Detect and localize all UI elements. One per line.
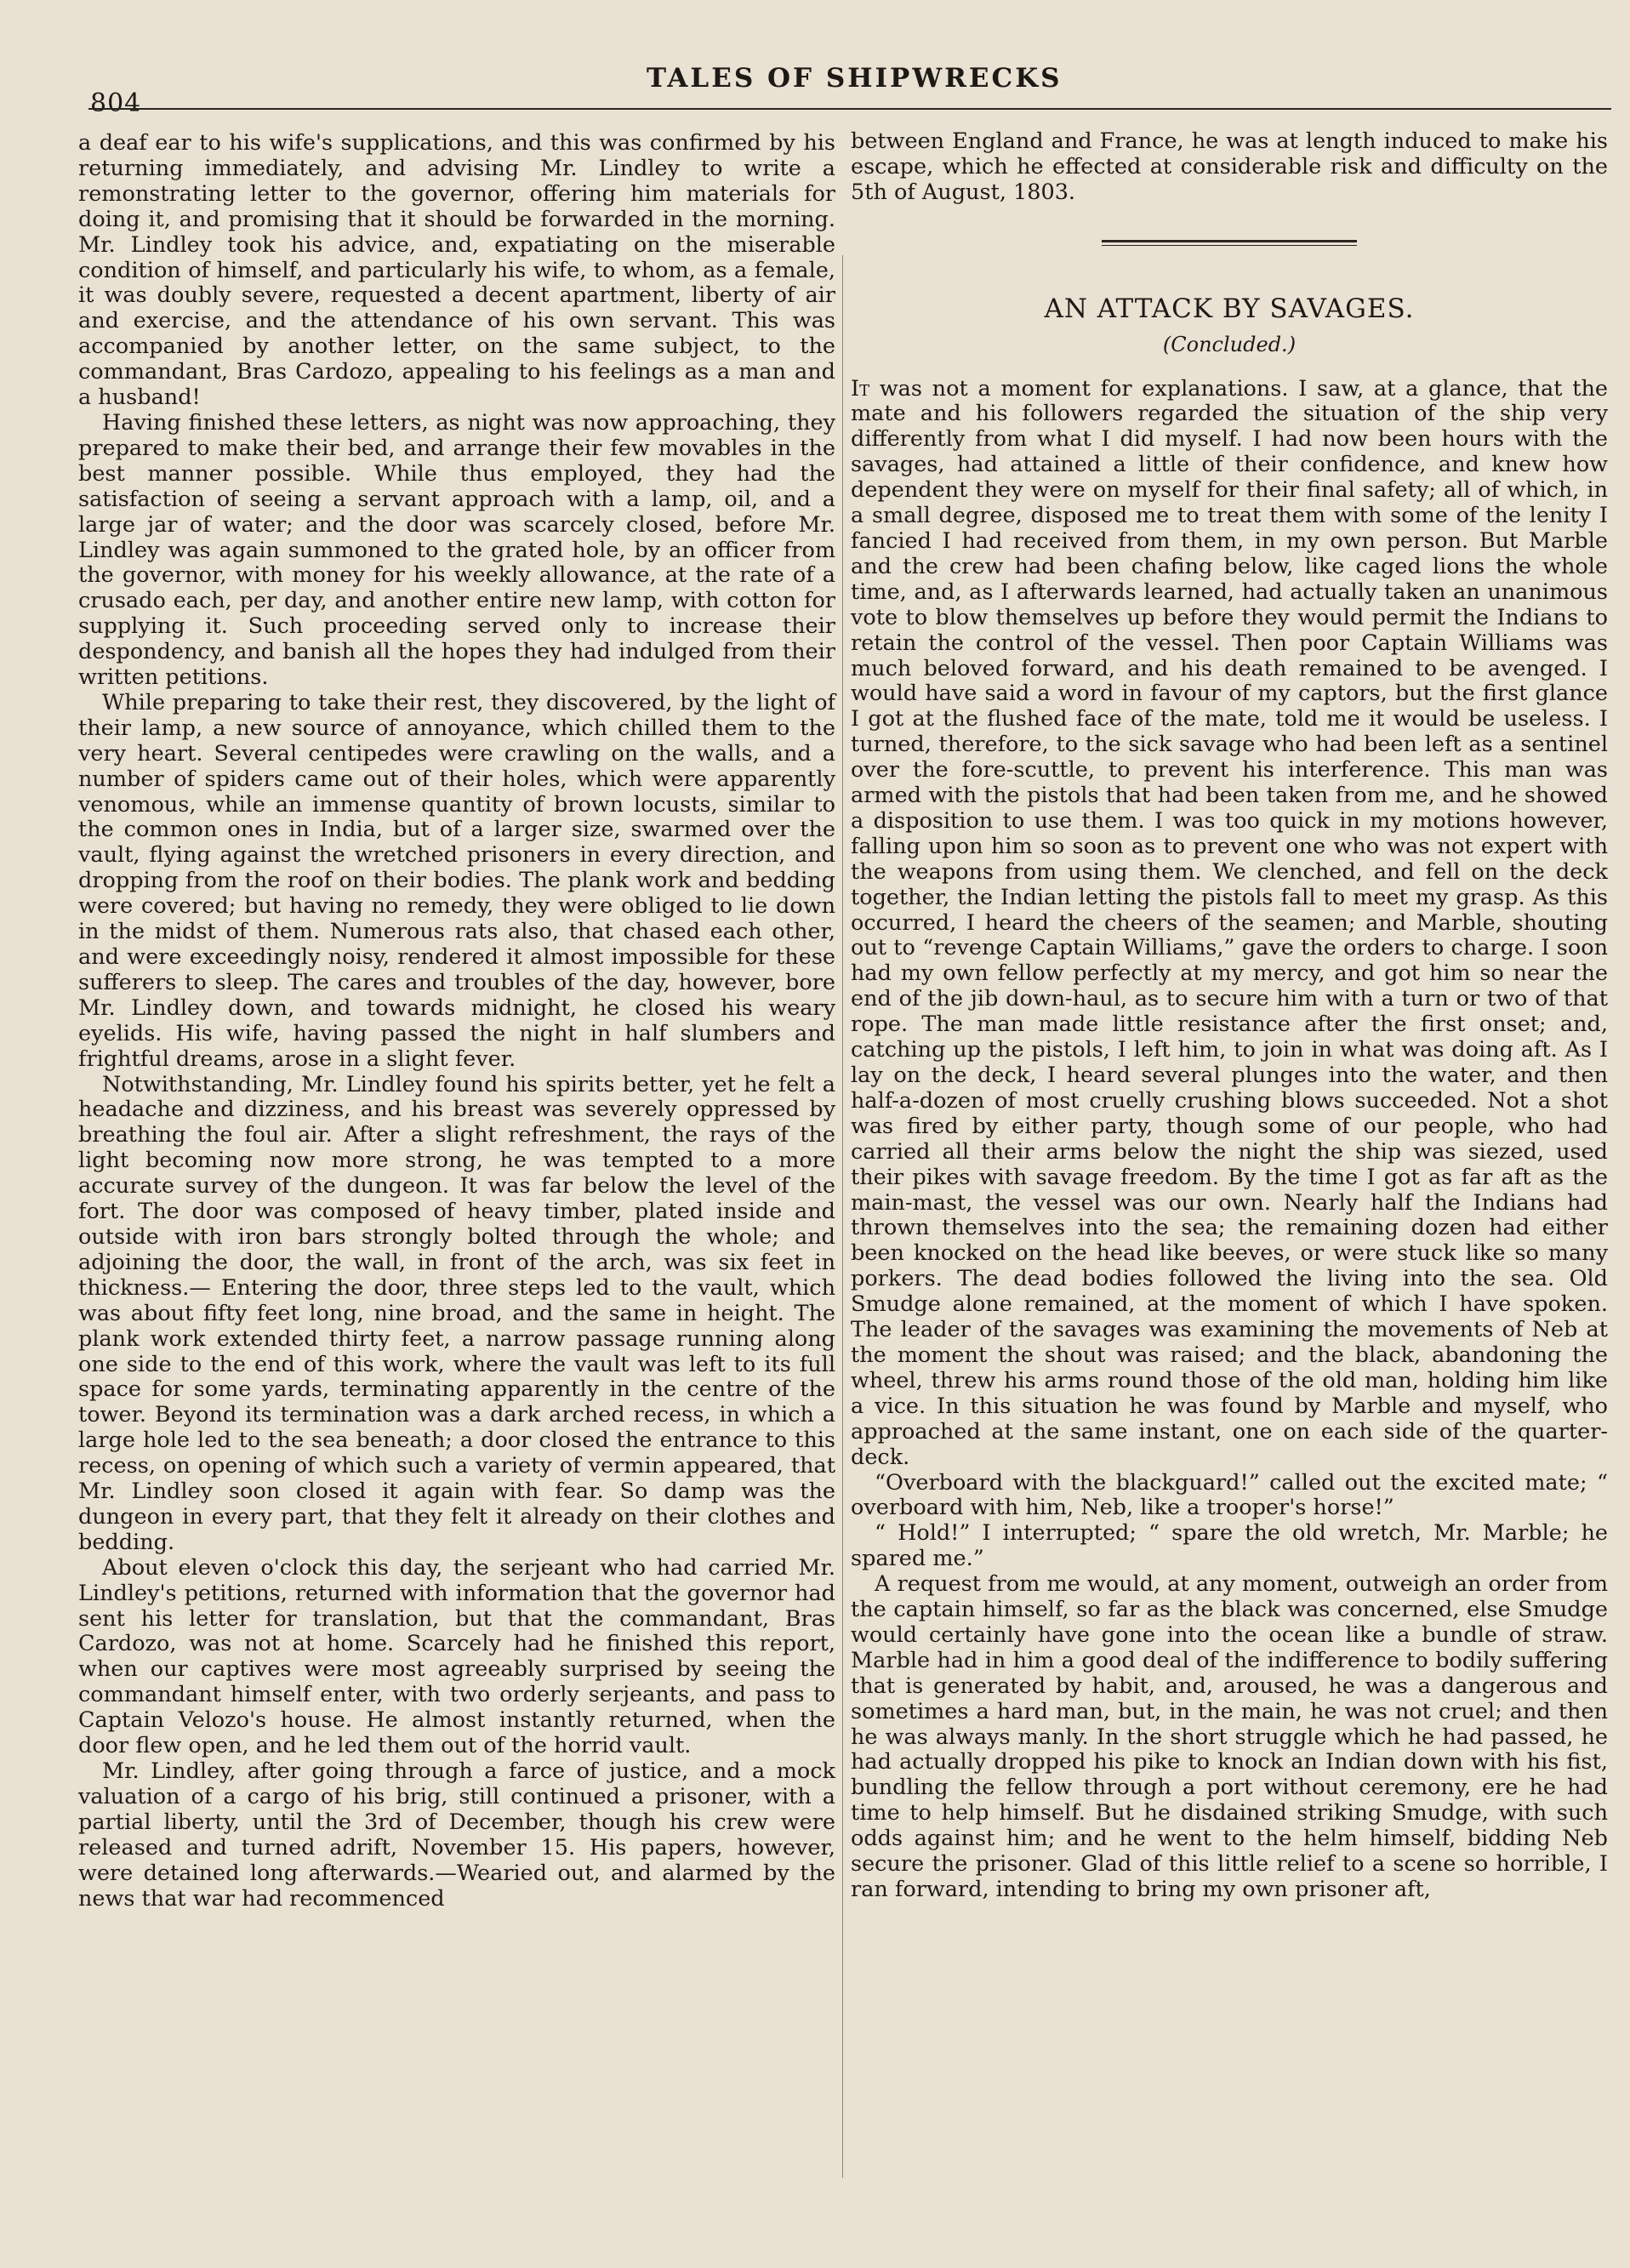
paragraph [851, 377, 1608, 1471]
paragraph: Having finished these letters, as night was now approaching, they prepared to make their bed, and arrange their few movables in the best manner possible. While thus employed, they had the satisfaction of seeing a servant approach with a lamp, oil, and a large jar of water; and the door was scarcely closed, before Mr. Lindley was again summoned to the grated hole, by an officer from the governor, with money for his weekly allowance, at the rate of a crusado each, per day, and another entire new lamp, with cotton for supplying it. Such proceeding served only to increase their despondency, and banish all the hopes they had indulged from their written petitions. [78, 409, 835, 691]
paragraph: Mr. Lindley, after going through a farce of justice, and a mock valuation of a cargo of his brig, still continued a prisoner, with a partial liberty, until the 3rd of December, though his crew were released and turned adrift, November 15. His papers, however, were detained long afterwards.—Wearied out, and alarmed by the news that war had recommenced [78, 1758, 835, 1912]
paragraph: “ Hold!” I interrupted; “ spare the old wretch, Mr. Marble; he spared me.” [851, 1520, 1608, 1572]
paragraph: a deaf ear to his wife's supplications, and this was confirmed by his returning immediately, and advising Mr. Lindley to write a remonstrating letter to the governor, offering him materials for doing it, and promising that it should be forwarded in the morning. Mr. Lindley took his advice, and, expatiating on the miserable condition of himself, and particularly his wife, to whom, as a female, it was doubly severe, requested a decent apartment, liberty of air and exercise, and the attendance of his own servant. This was accompanied by another letter, on the same subject, to the commandant, Bras Cardozo, appealing to his feelings as a man and a husband! [78, 130, 835, 411]
continuation-paragraph: between England and France, he was at length induced to make his escape, which he effected at considerable risk and difficulty on the 5th of August, 1803. [851, 128, 1608, 205]
article-subtitle: (Concluded.) [1162, 332, 1297, 356]
right-column [851, 129, 1608, 1903]
paragraph: While preparing to take their rest, they discovered, by the light of their lamp, a new source of annoyance, which chilled them to the very heart. Several centipedes were crawling on the walls, and a number of spiders came out of their holes, which were apparently venomous, while an immense quantity of brown locusts, similar to the common ones in India, but of a larger size, swarmed over the vault, flying against the wretched prisoners in every direction, and dropping from the roof on their bodies. The plank work and bedding were covered; but having no remedy, they were obliged to lie down in the midst of them. Numerous rats also, that chased each other, and were exceedingly noisy, rendered it almost impossible for these sufferers to sleep. The cares and troubles of the day, however, bore Mr. Lindley down, and towards midnight, he closed his weary eyelids. His wife, having passed the night in half slumbers and frightful dreams, arose in a slight fever. [78, 689, 835, 1072]
page-number: 804 [90, 88, 142, 118]
paragraph-text: was not a moment for explanations. I saw, at a glance, that the mate and his followers regarded the situation of the ship very differently from what I did myself. I had now been hours with the savages, had attained a little of their confidence, and knew how dependent they were on myself for their final safety; all of which, in a small degree, disposed me to treat them with some of the lenity I fancied I had received from them, in my own person. But Marble and the crew had been chafing below, like caged lions the whole time, and, as I afterwards learned, had actually taken an unanimous vote to blow themselves up before they would permit the Indians to retain the control of the vessel. Then poor Captain Williams was much beloved forward, and his death remained to be avenged. I would have said a word in favour of my captors, but the first glance I got at the flushed face of the mate, told me it would be useless. I turned, therefore, to the sick savage who had been left as a sentinel over the fore-scuttle, to prevent his interference. This man was armed with the pistols that had been taken from me, and he showed a disposition to use them. I was too quick in my motions however, falling upon him so soon as to prevent one who was not expert with the weapons from using them. We clenched, and fell on the deck together, the Indian letting the pistols fall to meet my grasp. As this occurred, I heard the cheers of the seamen; and Marble, shouting out to “revenge Captain Williams,” gave the orders to charge. I soon had my own fellow perfectly at my mercy, and got him so near the end of the jib down-haul, as to secure him with a turn or two of that rope. The man made little resistance after the first onset; and, catching up the pistols, I left him, to join in what was doing aft. As I lay on the deck, I heard several plunges into the water, and then half-a-dozen of most cruelly crushing blows succeeded. Not a shot was fired by either party, though some of our people, who had carried all their arms below the night the ship was siezed, used their pikes with savage freedom. By the time I got as far aft as the main-mast, the vessel was our own. Nearly half the Indians had thrown themselves into the sea; the remaining dozen had either been knocked on the head like beeves, or were stuck like so many porkers. The dead bodies followed the living into the sea. Old Smudge alone remained, at the moment of which I have spoken. The leader of the savages was examining the movements of Neb at the moment the shout was raised; and the black, abandoning the wheel, threw his arms round those of the old man, holding him like a vice. In this situation he was found by Marble and myself, who approached at the same instant, one on each side of the quarter-deck. [851, 375, 1608, 1470]
lead-in: It [851, 375, 870, 402]
left-column [78, 131, 835, 1912]
paragraph: About eleven o'clock this day, the serjeant who had carried Mr. Lindley's petitions, returned with information that the governor had sent his letter for translation, but that the commandant, Bras Cardozo, was not at home. Scarcely had he finished this report, when our captives were most agreeably surprised by seeing the commandant himself enter, with two orderly serjeants, and pass to Captain Velozo's house. He almost instantly returned, when the door flew open, and he led them out of the horrid vault. [78, 1554, 835, 1759]
paragraph: A request from me would, at any moment, outweigh an order from the captain himself, so far as the black was concerned, else Smudge would certainly have gone into the ocean like a bundle of straw. Marble had in him a good deal of the indifference to bodily suffering that is generated by habit, and, aroused, he was a dangerous and sometimes a hard man, but, in the main, he was not cruel; and then he was always manly. In the short struggle which he had passed, he had actually dropped his pike to knock an Indian down with his fist, bundling the fellow through a port without ceremony, ere he had time to help himself. But he disdained striking Smudge, with such odds against him; and he went to the helm himself, bidding Neb secure the prisoner. Glad of this little relief to a scene so horrible, I ran forward, intending to bring my own prisoner aft, [851, 1571, 1608, 1902]
column-divider [842, 255, 843, 2178]
article-title: AN ATTACK BY SAVAGES. [1044, 293, 1415, 324]
paragraph: “Overboard with the blackguard!” called out the excited mate; “ overboard with him, Neb, like a trooper's horse!” [851, 1469, 1608, 1521]
section-rule [1102, 240, 1357, 246]
header-rule [88, 108, 1611, 110]
paragraph: Notwithstanding, Mr. Lindley found his spirits better, yet he felt a headache and dizziness, and his breast was severely oppressed by breathing the foul air. After a slight refreshment, the rays of the light becoming now more strong, he was tempted to a more accurate survey of the dungeon. It was far below the level of the fort. The door was composed of heavy timber, plated inside and outside with iron bars strongly bolted through the whole; and adjoining the door, the wall, in front of the arch, was six feet in thickness.— Entering the door, three steps led to the vault, which was about fifty feet long, nine broad, and the same in height. The plank work extended thirty feet, a narrow passage running along one side to the end of this work, where the vault was left to its full space for some yards, terminating apparently in the centre of the tower. Beyond its termination was a dark arched recess, in which a large hole led to the sea beneath; a door closed the entrance to this recess, on opening of which such a variety of vermin appeared, that Mr. Lindley soon closed it again with fear. So damp was the dungeon in every part, that they felt it already on their clothes and bedding. [78, 1071, 835, 1555]
running-title: TALES OF SHIPWRECKS [647, 63, 1063, 94]
